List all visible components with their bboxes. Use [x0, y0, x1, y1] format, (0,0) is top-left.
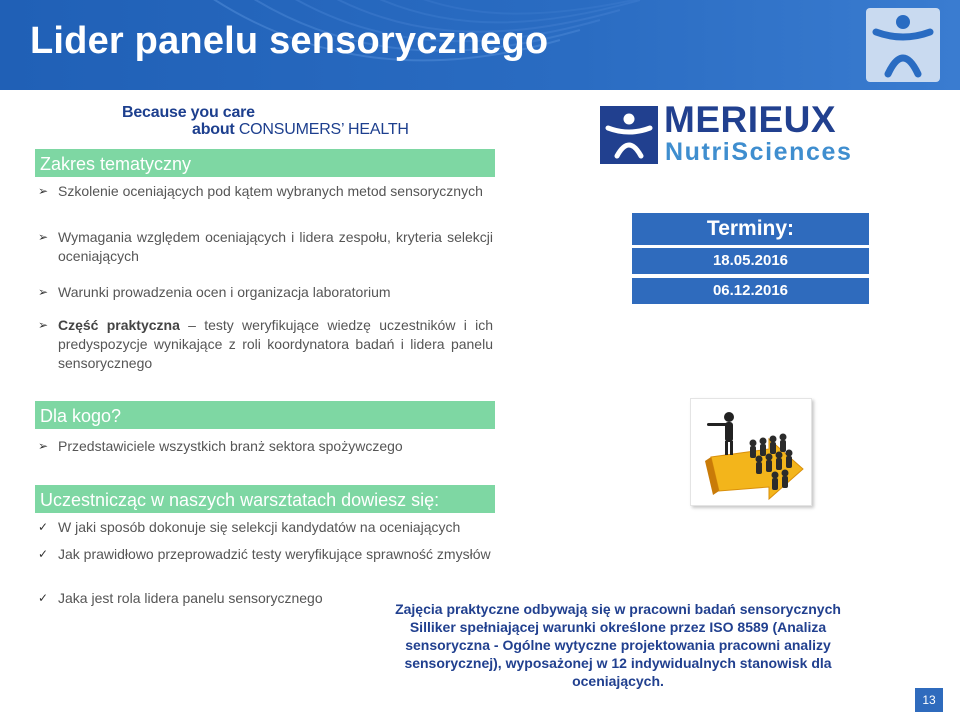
- tagline-line1: Because you care: [122, 104, 255, 121]
- tagline-line2-main: CONSUMERS’ HEALTH: [238, 121, 409, 138]
- section-title-learn: Uczestnicząc w naszych warsztatach dowiesz się:: [35, 485, 495, 513]
- brand-name-line2: NutriSciences: [665, 138, 853, 166]
- check-bullet-icon: ✓: [38, 591, 49, 605]
- tagline-logo: [122, 104, 422, 138]
- list-item: [38, 182, 493, 201]
- list-item: [38, 283, 493, 302]
- list-item: [38, 545, 493, 564]
- section-title-scope: Zakres tematyczny: [35, 149, 495, 177]
- brand-mark-icon: [600, 106, 658, 164]
- person-logo-icon: [866, 8, 940, 82]
- list-item: [38, 518, 493, 537]
- bullet-strong: Część praktyczna: [58, 317, 180, 333]
- arrowhead-bullet-icon: ➢: [38, 184, 49, 198]
- page-title: Lider panelu sensorycznego: [30, 20, 549, 62]
- list-item: [38, 228, 493, 266]
- arrowhead-bullet-icon: ➢: [38, 285, 49, 299]
- bullet-text: Przedstawiciele wszystkich branż sektora spożywczego: [58, 438, 403, 454]
- check-bullet-icon: ✓: [38, 520, 49, 534]
- tagline-line2-prefix: about: [192, 121, 235, 138]
- bullet-text: Warunki prowadzenia ocen i organizacja laboratorium: [58, 284, 391, 300]
- date-item: 06.12.2016: [632, 278, 869, 304]
- list-item: [38, 316, 493, 373]
- bullet-text: Jak prawidłowo przeprowadzić testy weryfikujące sprawność zmysłów: [58, 546, 491, 562]
- header-banner: [0, 0, 960, 90]
- brand-logo: [600, 99, 870, 166]
- bullet-text: W jaki sposób dokonuje się selekcji kandydatów na oceniających: [58, 519, 461, 535]
- dates-header: Terminy:: [632, 213, 869, 245]
- brand-name-line1: MERIEUX: [664, 99, 837, 140]
- date-item: 18.05.2016: [632, 248, 869, 274]
- bullet-text: Szkolenie oceniających pod kątem wybranych metod sensorycznych: [58, 183, 483, 199]
- bullet-rest: – testy weryfikujące wiedzę uczestników i ich predyspozycje wynikające z roli koordynatora badań i lidera panelu sensorycznego: [58, 317, 493, 371]
- arrowhead-bullet-icon: ➢: [38, 230, 49, 244]
- bullet-text: [38, 316, 493, 373]
- arrowhead-bullet-icon: ➢: [38, 439, 49, 453]
- arrowhead-bullet-icon: ➢: [38, 318, 49, 332]
- bullet-text: Jaka jest rola lidera panelu sensorycznego: [58, 590, 323, 606]
- leader-figure-image: [690, 398, 812, 506]
- lab-note: Zajęcia praktyczne odbywają się w pracowni badań sensorycznych Silliker spełniającej warunki określone przez ISO 8589 (Analiza sensoryczna - Ogólne wytyczne projektowania pracowni analizy sensorycznej), wyposażonej w 12 indywidualnych stanowisk dla oceniających.: [395, 601, 841, 689]
- page-number: 13: [915, 688, 943, 712]
- check-bullet-icon: ✓: [38, 547, 49, 561]
- tagline-line2: [122, 121, 422, 138]
- bullet-text: Wymagania względem oceniających i lidera zespołu, kryteria selekcji oceniających: [58, 229, 493, 264]
- list-item: [38, 437, 493, 456]
- section-title-audience: Dla kogo?: [35, 401, 495, 429]
